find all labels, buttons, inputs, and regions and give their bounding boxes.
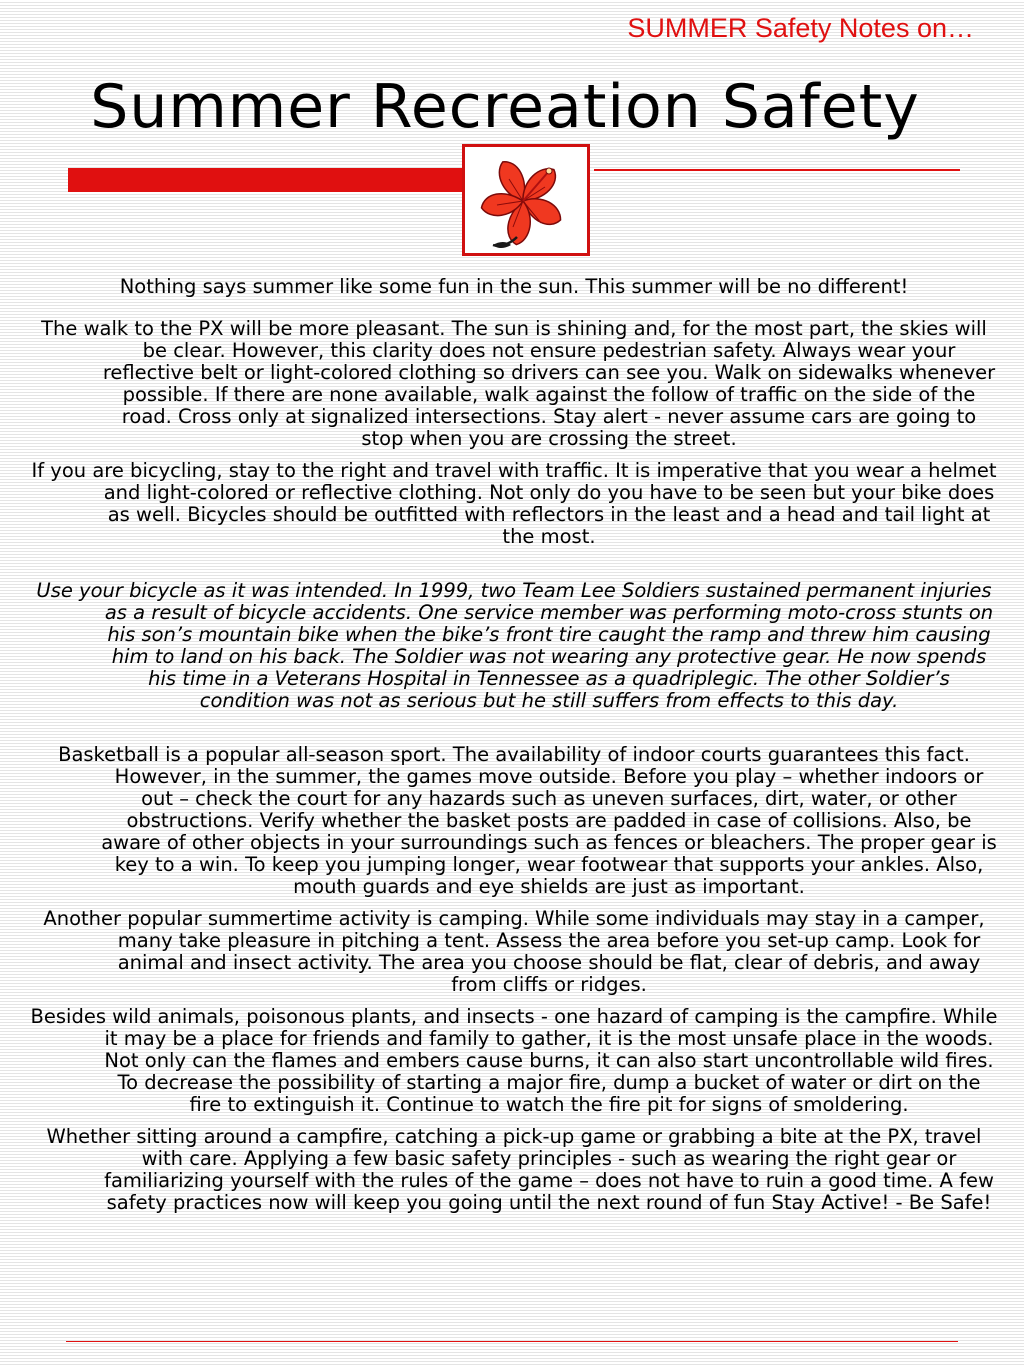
title-underline-rule: [594, 169, 960, 171]
paragraph-bicycle-incident: Use your bicycle as it was intended. In 1999, two Team Lee Soldiers sustained permanent injuries as a result of bicycle accidents. One service member was performing moto-cross stunts on his son’s mountain bike when the bike’s front tire caught the ramp and threw him causing him to land on his back. The Soldier was not wearing any protective gear. He now spends his time in a Veterans Hospital in Tennessee as a quadriplegic. The other Soldier’s condition was not as serious but he still suffers from effects to this day.: [36, 579, 994, 712]
paragraph-camping: Another popular summertime activity is camping. While some individuals may stay in a camper, many take pleasure in pitching a tent. Assess the area before you set-up camp. Look for animal and insect activity. The area you choose should be flat, clear of debris, and away from cliffs or ridges.: [43, 907, 985, 996]
page-title: Summer Recreation Safety: [90, 72, 920, 142]
title-underline-bar: [68, 168, 464, 192]
paragraph-walking: The walk to the PX will be more pleasant. The sun is shining and, for the most part, the skies will be clear. However, this clarity does not ensure pedestrian safety. Always wear your reflective belt or light-colored clothing so drivers can see you. Walk on sidewalks whenever possible. If there are none available, walk against the follow of traffic on the side of the road. Cross only at signalized intersections. Stay alert - never assume cars are going to stop when you are crossing the street.: [41, 317, 996, 450]
flower-emblem: [462, 144, 590, 256]
paragraph-basketball: Basketball is a popular all-season sport. The availability of indoor courts guarantees this fact. However, in the summer, the games move outside. Before you play – whether indoors or out – check the court for any hazards such as uneven surfaces, dirt, water, or other obstructions. Verify whether the basket posts are padded in case of collisions. Also, be aware of other objects in your surroundings such as fences or bleachers. The proper gear is key to a win. To keep you jumping longer, wear footwear that supports your ankles. Also, mouth guards and eye shields are just as important.: [58, 743, 997, 898]
paragraph-bicycling: If you are bicycling, stay to the right and travel with traffic. It is imperative that you wear a helmet and light-colored or reflective clothing. Not only do you have to be seen but your bike does as well. Bicycles should be outfitted with reflectors in the least and a head and tail light at the most.: [31, 459, 997, 548]
hibiscus-flower-icon: [465, 147, 587, 253]
footer-rule: [66, 1341, 958, 1342]
paragraph-campfire: Besides wild animals, poisonous plants, and insects - one hazard of camping is the campfire. While it may be a place for friends and family to gather, it is the most unsafe place in the woods. Not only can the flames and embers cause burns, it can also start uncontrollable wild fires. To decrease the possibility of starting a major fire, dump a bucket of water or dirt on the fire to extinguish it. Continue to watch the fire pit for signs of smoldering.: [30, 1005, 998, 1116]
paragraph-intro: Nothing says summer like some fun in the sun. This summer will be no different!: [119, 275, 909, 298]
paragraph-closing: Whether sitting around a campfire, catching a pick-up game or grabbing a bite at the PX, travel with care. Applying a few basic safety principles - such as wearing the right gear or familiarizing yourself with the rules of the game – does not have to ruin a good time. A few safety practices now will keep you going until the next round of fun Stay Active! - Be Safe!: [46, 1125, 994, 1214]
header-kicker: SUMMER Safety Notes on…: [627, 13, 974, 43]
article-body: [30, 276, 998, 1214]
